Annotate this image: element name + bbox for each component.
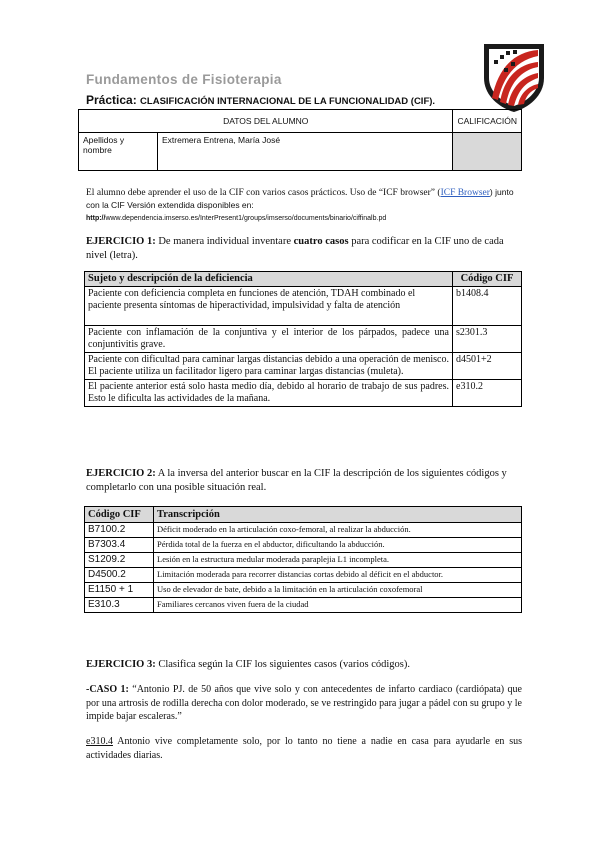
exercise-1-label: EJERCICIO 1: [86, 236, 156, 247]
answer-text: Antonio vive completamente solo, por lo tanto no tiene a nadie en casa para ayudarle en sus actividades diarias. [86, 736, 522, 761]
header-datos-alumno: DATOS DEL ALUMNO [79, 110, 453, 133]
row-code: b1408.4 [453, 287, 522, 326]
answer-code: e310.4 [86, 736, 113, 747]
row-desc: Familiares cercanos viven fuera de la ciudad [154, 598, 522, 613]
row-desc: Lesión en la estructura medular moderada paraplejia L1 incompleta. [154, 553, 522, 568]
row-desc: Limitación moderada para recorrer distancias cortas debido al déficit en el abductor. [154, 568, 522, 583]
row-desc: Paciente con deficiencia completa en funciones de atención, TDAH combinado el paciente presenta síntomas de hiperactividad, impulsividad y falta de atención [85, 287, 453, 326]
practica-heading [86, 93, 435, 107]
table-row [85, 380, 522, 407]
row-desc: Pérdida total de la fuerza en el abductor, dificultando la abducción. [154, 538, 522, 553]
row-desc: Uso de elevador de bate, debido a la limitación en la articulación coxofemoral [154, 583, 522, 598]
row-code: E1150 + 1 [85, 583, 154, 598]
course-title: Fundamentos de Fisioterapia [86, 72, 282, 87]
url-prefix[interactable]: http:// [86, 215, 106, 222]
table-row [85, 568, 522, 583]
row-code: s2301.3 [453, 326, 522, 353]
case-1-paragraph [86, 683, 522, 724]
row-code: B7303.4 [85, 538, 154, 553]
exercise-2-table [84, 506, 522, 613]
row-code: d4501+2 [453, 353, 522, 380]
table-row [85, 583, 522, 598]
student-name: Extremera Entrena, María José [158, 133, 453, 171]
url-rest[interactable]: www.dependencia.imserso.es/InterPresent1/groups/imserso/documents/binario/ciffinalb.pd [105, 215, 387, 222]
table-row [85, 538, 522, 553]
case-1-label: -CASO 1: [86, 684, 129, 695]
row-code: B7100.2 [85, 523, 154, 538]
exercise-2-label: EJERCICIO 2: [86, 468, 156, 479]
table-row [85, 523, 522, 538]
exercise-3-statement: EJERCICIO 3: Clasifica según la CIF los siguientes casos (varios códigos). [86, 659, 411, 670]
col-subject-header: Sujeto y descripción de la deficiencia [85, 272, 453, 287]
row-code: e310.2 [453, 380, 522, 407]
table-row [85, 353, 522, 380]
intro-text-2: ) junto con la CIF Versión extendida disponibles en: [86, 187, 514, 210]
row-desc: Paciente con dificultad para caminar largas distancias debido a una operación de menisco. El paciente utiliza un facilitador ligero para caminar largas distancias (muleta). [85, 353, 453, 380]
exercise-1-table [84, 271, 522, 407]
table-row [85, 553, 522, 568]
exercise-3-label: EJERCICIO 3: [86, 659, 156, 670]
col-desc-header: Transcripción [154, 507, 522, 523]
table-row [85, 326, 522, 353]
col-code-header: Código CIF [85, 507, 154, 523]
row-code: E310.3 [85, 598, 154, 613]
header-calificacion: CALIFICACIÓN [453, 110, 522, 133]
col-code-header: Código CIF [453, 272, 522, 287]
icf-browser-link[interactable]: ICF Browser [440, 188, 490, 198]
table-row [85, 598, 522, 613]
intro-text-1: El alumno debe aprender el uso de la CIF con varios casos prácticos. Uso de “ICF browser” ( [86, 188, 441, 198]
student-data-table [78, 109, 522, 171]
intro-paragraph [86, 186, 516, 225]
row-desc: Paciente con inflamación de la conjuntiva y el interior de los párpados, padece una conjuntivitis grave. [85, 326, 453, 353]
row-desc: Déficit moderado en la articulación coxo-femoral, al realizar la abducción. [154, 523, 522, 538]
exercise-1-statement: EJERCICIO 1: De manera individual inventare cuatro casos para codificar en la CIF uno de cada nivel (letra). [86, 236, 504, 261]
row-desc: El paciente anterior está solo hasta medio día, debido al horario de trabajo de sus padres. Esto le dificulta las actividades de la mañana. [85, 380, 453, 407]
case-1-answer [86, 735, 522, 762]
case-1-text: “Antonio PJ. de 50 años que vive solo y con antecedentes de infarto cardiaco (cardiópata) que por una artrosis de rodilla derecha con dolor moderado, se ve restringido para jugar a pádel con su grupo y le impide bajar escaleras.” [86, 684, 522, 722]
exercise-2-statement: EJERCICIO 2: A la inversa del anterior buscar en la CIF la descripción de los siguientes códigos y completarlo con una posible situación real. [86, 468, 507, 493]
grade-cell [453, 133, 522, 171]
practica-title: CLASIFICACIÓN INTERNACIONAL DE LA FUNCIONALIDAD (CIF). [140, 96, 436, 107]
table-row [85, 287, 522, 326]
university-logo [480, 38, 548, 114]
row-code: D4500.2 [85, 568, 154, 583]
practica-label: Práctica: [86, 93, 137, 107]
label-apellidos-nombre: Apellidos y nombre [79, 133, 158, 171]
row-code: S1209.2 [85, 553, 154, 568]
